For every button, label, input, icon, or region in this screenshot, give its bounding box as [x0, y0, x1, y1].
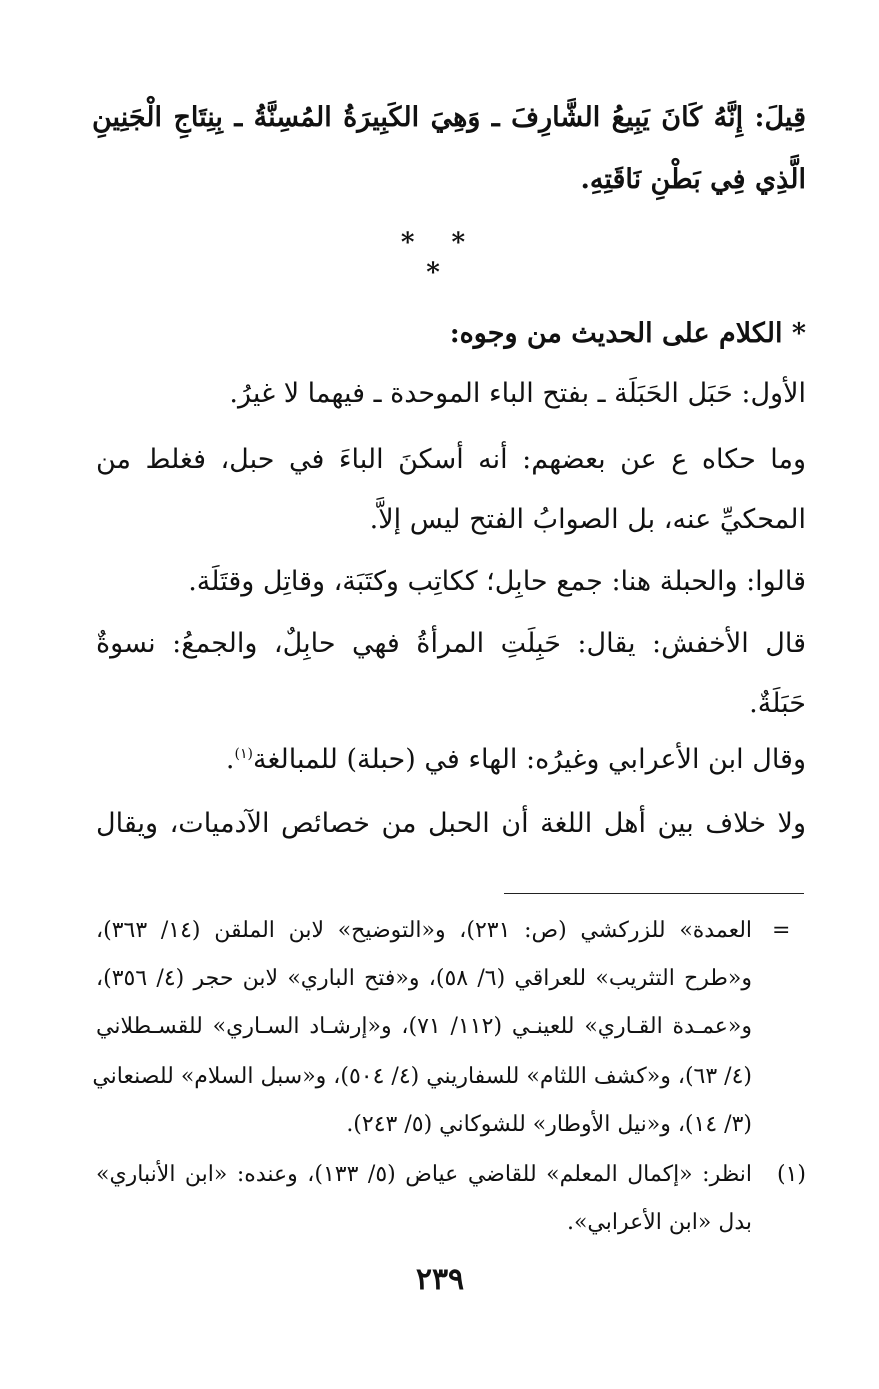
footnote-ref-1: (١): [234, 746, 253, 762]
paragraph-3: قالوا: والحبلة هنا: جمع حابِل؛ ككاتِب وكتَبَة، وقاتِل وقتَلَة.: [188, 566, 806, 597]
footnote-cont-line-3: و«عمـدة القـاري» للعينـي (١١٢/ ٧١)، و«إرشـاد السـاري» للقسـطلاني: [96, 1014, 753, 1039]
hadith-line-1: قِيلَ: إِنَّهُ كَانَ يَبِيعُ الشَّارِفَ ـ وَهِيَ الكَبِيرَةُ المُسِنَّةُ ـ بِنِتَاجِ الْجَنِينِ: [92, 102, 806, 133]
section-divider-stars: * * *: [400, 228, 480, 288]
paragraph-first-point: الأول: حَبَل الحَبَلَة ـ بفتح الباء الموحدة ـ فيهما لا غيرُ.: [229, 378, 806, 409]
footnote-continuation-mark: =: [772, 918, 791, 943]
paragraph-6-line-1: ولا خلاف بين أهل اللغة أن الحبل من خصائص الآدميات، ويقال: [96, 808, 806, 839]
footnote-cont-line-2: و«طرح التثريب» للعراقي (٦/ ٥٨)، و«فتح الباري» لابن حجر (٤/ ٣٥٦)،: [96, 966, 752, 991]
paragraph-4-line-2: حَبَلَةٌ.: [749, 688, 806, 719]
paragraph-5-end: .: [225, 744, 235, 775]
footnote-separator: [504, 893, 804, 894]
footnote-cont-line-5: (٣/ ١٤)، و«نيل الأوطار» للشوكاني (٥/ ٢٤٣).: [346, 1112, 752, 1137]
commentary-heading: * الكلام على الحديث من وجوه:: [449, 318, 806, 349]
paragraph-2-line-1: وما حكاه ع عن بعضهم: أنه أسكنَ الباءَ في حبل، فغلط من: [96, 444, 806, 475]
footnote-1-line-1: انظر: «إكمال المعلم» للقاضي عياض (٥/ ١٣٣)، وعنده: «ابن الأنباري»: [96, 1162, 752, 1187]
paragraph-5: [226, 744, 806, 775]
paragraph-4-line-1: قال الأخفش: يقال: حَبِلَتِ المرأةُ فهي حابِلٌ، والجمعُ: نسوةٌ: [96, 628, 806, 659]
paragraph-5-text: وقال ابن الأعرابي وغيرُه: الهاء في (حبلة) للمبالغة: [252, 744, 806, 775]
footnote-1-line-2: بدل «ابن الأعرابي».: [566, 1210, 752, 1235]
footnote-cont-line-1: العمدة» للزركشي (ص: ٢٣١)، و«التوضيح» لابن الملقن (١٤/ ٣٦٣)،: [96, 918, 753, 943]
page-number: ٢٣٩: [415, 1262, 465, 1297]
hadith-line-2: الَّذِي فِي بَطْنِ نَاقَتِهِ.: [580, 164, 806, 195]
footnote-cont-line-4: (٤/ ٦٣)، و«كشف اللثام» للسفاريني (٤/ ٥٠٤)، و«سبل السلام» للصنعاني: [92, 1064, 752, 1089]
paragraph-2-line-2: المحكيِّ عنه، بل الصوابُ الفتح ليس إلاَّ.: [369, 504, 806, 535]
footnote-1-number: (١): [776, 1162, 806, 1187]
